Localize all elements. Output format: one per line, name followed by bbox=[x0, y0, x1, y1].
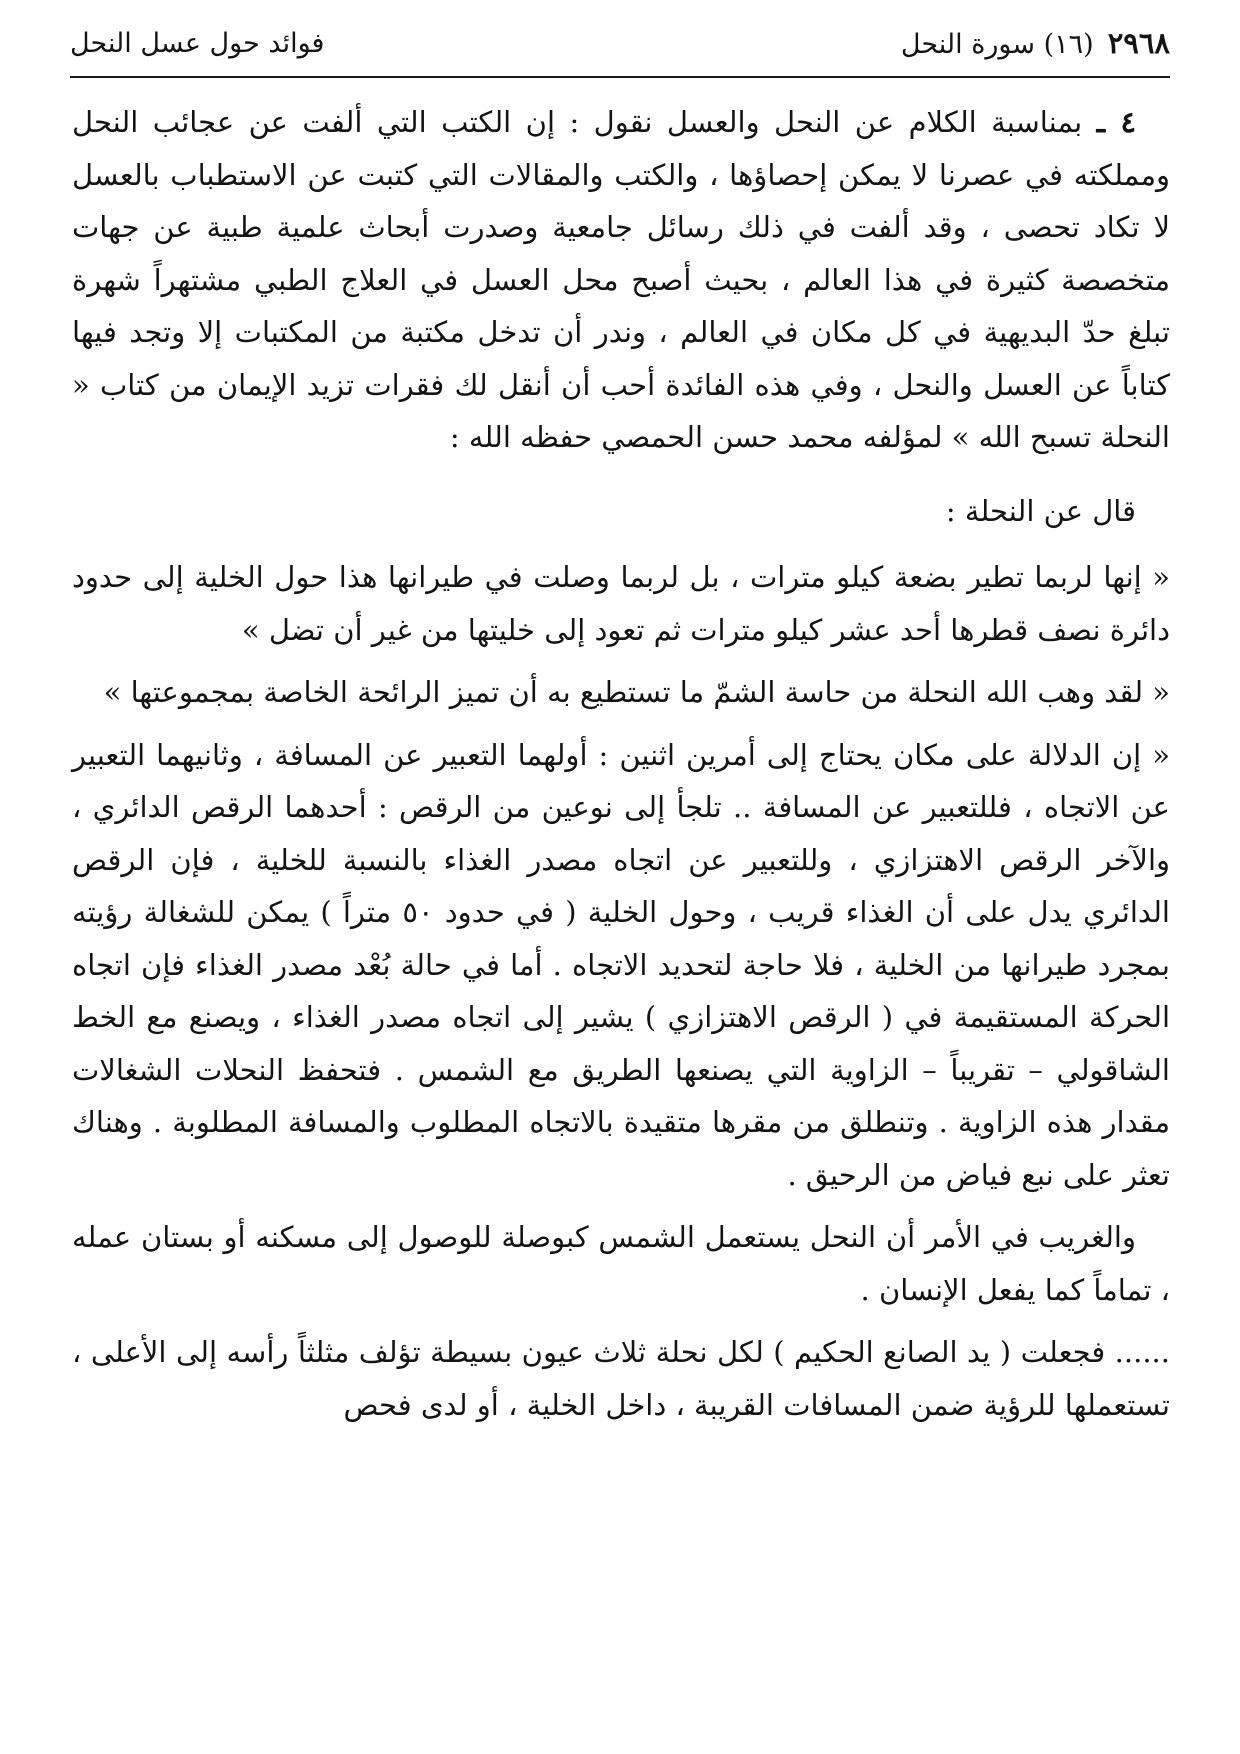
intro-paragraph bbox=[72, 96, 1170, 464]
section-title: فوائد حول عسل النحل bbox=[70, 28, 325, 59]
chapter-title: (١٦) سورة النحل bbox=[900, 29, 1094, 60]
quote-smell: « لقد وهب الله النحلة من حاسة الشمّ ما تستطيع به أن تميز الرائحة الخاصة بمجموعتها » bbox=[103, 675, 1170, 709]
page-body bbox=[72, 96, 1170, 1431]
quote-dance: « إن الدلالة على مكان يحتاج إلى أمرين اثنين : أولهما التعبير عن المسافة ، وثانيهما التعبير عن الاتجاه ، فللتعبير عن المسافة .. تلجأ إلى نوعين من الرقص : أحدهما الرقص الدائري ، والآخر الرقص الاهتزازي ، وللتعبير عن اتجاه مصدر الغذاء بالنسبة للخلية ، فإن الرقص الدائري يدل على أن الغذاء قريب ، وحول الخلية ( في حدود ٥٠ متراً ) يمكن للشغالة رؤيته بمجرد طيرانها من الخلية ، فلا حاجة لتحديد الاتجاه . أما في حالة بُعْد مصدر الغذاء فإن اتجاه الحركة المستقيمة في ( الرقص الاهتزازي ) يشير إلى اتجاه مصدر الغذاء ، ويصنع مع الخط الشاقولي – تقريباً – الزاوية التي يصنعها الطريق مع الشمس . فتحفظ النحلات الشغالات مقدار هذه الزاوية . وتنطلق من مقرها متقيدة بالاتجاه المطلوب والمسافة المطلوبة . وهناك تعثر على نبع فياض من الرحيق . bbox=[72, 737, 1170, 1192]
said-about-line: قال عن النحلة : bbox=[945, 493, 1136, 528]
header-divider bbox=[70, 76, 1170, 78]
sun-compass-paragraph: والغريب في الأمر أن النحل يستعمل الشمس كبوصلة للوصول إلى مسكنه أو بستان عمله ، تماماً كما يفعل الإنسان . bbox=[72, 1220, 1170, 1307]
item-number: ٤ ـ bbox=[1096, 105, 1137, 139]
header-chapter-info bbox=[901, 26, 1170, 60]
intro-text: بمناسبة الكلام عن النحل والعسل نقول : إن الكتب التي ألفت عن عجائب النحل ومملكته في عصرنا لا يمكن إحصاؤها ، والكتب والمقالات التي كتبت عن الاستطباب بالعسل لا تكاد تحصى ، وقد ألفت في ذلك رسائل جامعية وصدرت أبحاث علمية طبية عن جهات متخصصة كثيرة في هذا العالم ، بحيث أصبح محل العسل في العلاج الطبي مشتهراً شهرة تبلغ حدّ البديهية في كل مكان في العالم ، وندر أن تدخل مكتبة من المكتبات إلا وتجد فيها كتاباً عن العسل والنحل ، وفي هذه الفائدة أحب أن أنقل لك فقرات تزيد الإيمان من كتاب « النحلة تسبح الله » لمؤلفه محمد حسن الحمصي حفظه الله : bbox=[72, 105, 1170, 454]
page-number: ٢٩٦٨ bbox=[1107, 26, 1170, 60]
eyes-paragraph: ...... فجعلت ( يد الصانع الحكيم ) لكل نحلة ثلاث عيون بسيطة تؤلف مثلثاً رأسه إلى الأعلى ، تستعملها للرؤية ضمن المسافات القريبة ، داخل الخلية ، أو لدى فحص bbox=[72, 1335, 1170, 1422]
quote-flight: « إنها لربما تطير بضعة كيلو مترات ، بل لربما وصلت في طيرانها هذا حول الخلية إلى حدود دائرة نصف قطرها أحد عشر كيلو مترات ثم تعود إلى خليتها من غير أن تضل » bbox=[72, 560, 1170, 647]
page-header bbox=[70, 26, 1170, 76]
